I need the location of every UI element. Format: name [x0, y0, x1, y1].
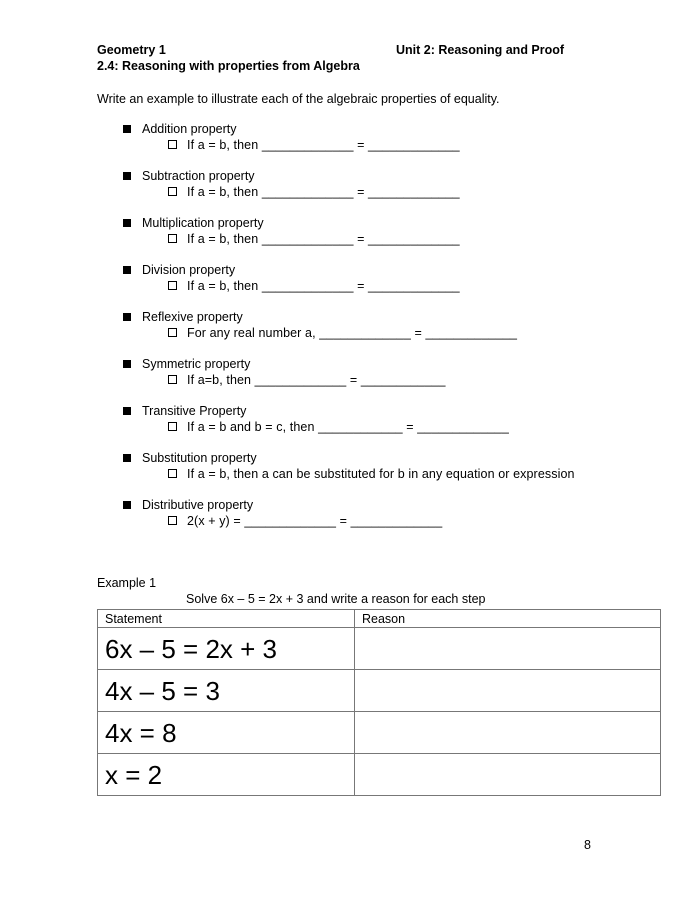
statement-cell: x = 2	[98, 754, 355, 796]
filled-square-bullet-icon	[123, 454, 131, 462]
example-prompt: Solve 6x – 5 = 2x + 3 and write a reason for each step	[186, 592, 486, 606]
property-name: Multiplication property	[142, 216, 264, 230]
section-title: 2.4: Reasoning with properties from Algebra	[97, 59, 360, 73]
property-item-subtraction	[97, 168, 661, 200]
unit-title: Unit 2: Reasoning and Proof	[396, 43, 565, 57]
filled-square-bullet-icon	[123, 407, 131, 415]
property-item-distributive	[97, 497, 661, 529]
property-detail: If a = b, then _____________ = _____________	[187, 185, 460, 199]
property-item-transitive	[97, 403, 661, 435]
statement-cell: 6x – 5 = 2x + 3	[98, 628, 355, 670]
table-row	[98, 670, 661, 712]
table-row	[98, 712, 661, 754]
property-name: Subtraction property	[142, 169, 255, 183]
reason-cell	[355, 628, 661, 670]
filled-square-bullet-icon	[123, 313, 131, 321]
property-name: Division property	[142, 263, 236, 277]
checkbox-square-icon	[168, 469, 177, 478]
property-detail: If a = b and b = c, then ____________ = _____________	[187, 420, 509, 434]
page-number: 8	[584, 838, 591, 852]
document-header	[97, 42, 661, 58]
property-detail: If a = b, then _____________ = _____________	[187, 138, 460, 152]
filled-square-bullet-icon	[123, 172, 131, 180]
checkbox-square-icon	[168, 328, 177, 337]
property-item-division	[97, 262, 661, 294]
property-detail: If a = b, then _____________ = _____________	[187, 232, 460, 246]
filled-square-bullet-icon	[123, 501, 131, 509]
table-header-row	[98, 610, 661, 628]
checkbox-square-icon	[168, 234, 177, 243]
table-row	[98, 628, 661, 670]
filled-square-bullet-icon	[123, 125, 131, 133]
checkbox-square-icon	[168, 422, 177, 431]
reason-column-header: Reason	[355, 610, 661, 628]
statement-column-header: Statement	[98, 610, 355, 628]
property-detail: For any real number a, _____________ = _____________	[187, 326, 518, 340]
property-name: Reflexive property	[142, 310, 243, 324]
checkbox-square-icon	[168, 375, 177, 384]
checkbox-square-icon	[168, 516, 177, 525]
property-name: Distributive property	[142, 498, 254, 512]
property-item-substitution	[97, 450, 661, 482]
property-name: Transitive Property	[142, 404, 247, 418]
intro-text: Write an example to illustrate each of the algebraic properties of equality.	[97, 92, 500, 106]
checkbox-square-icon	[168, 140, 177, 149]
property-item-multiplication	[97, 215, 661, 247]
property-detail: If a=b, then _____________ = ____________	[187, 373, 446, 387]
filled-square-bullet-icon	[123, 219, 131, 227]
example-title: Example 1	[97, 576, 157, 590]
property-name: Symmetric property	[142, 357, 251, 371]
property-detail: If a = b, then _____________ = _____________	[187, 279, 460, 293]
reason-cell	[355, 712, 661, 754]
statement-cell: 4x = 8	[98, 712, 355, 754]
property-detail: If a = b, then a can be substituted for b in any equation or expression	[187, 467, 575, 481]
checkbox-square-icon	[168, 187, 177, 196]
table-row	[98, 754, 661, 796]
property-item-symmetric	[97, 356, 661, 388]
statement-reason-table	[97, 609, 661, 796]
checkbox-square-icon	[168, 281, 177, 290]
filled-square-bullet-icon	[123, 266, 131, 274]
reason-cell	[355, 670, 661, 712]
property-item-reflexive	[97, 309, 661, 341]
statement-cell: 4x – 5 = 3	[98, 670, 355, 712]
filled-square-bullet-icon	[123, 360, 131, 368]
property-name: Addition property	[142, 122, 237, 136]
property-name: Substitution property	[142, 451, 257, 465]
course-title: Geometry 1	[97, 43, 166, 57]
properties-list	[97, 121, 661, 529]
property-item-addition	[97, 121, 661, 153]
reason-cell	[355, 754, 661, 796]
property-detail: 2(x + y) = _____________ = _____________	[187, 514, 443, 528]
